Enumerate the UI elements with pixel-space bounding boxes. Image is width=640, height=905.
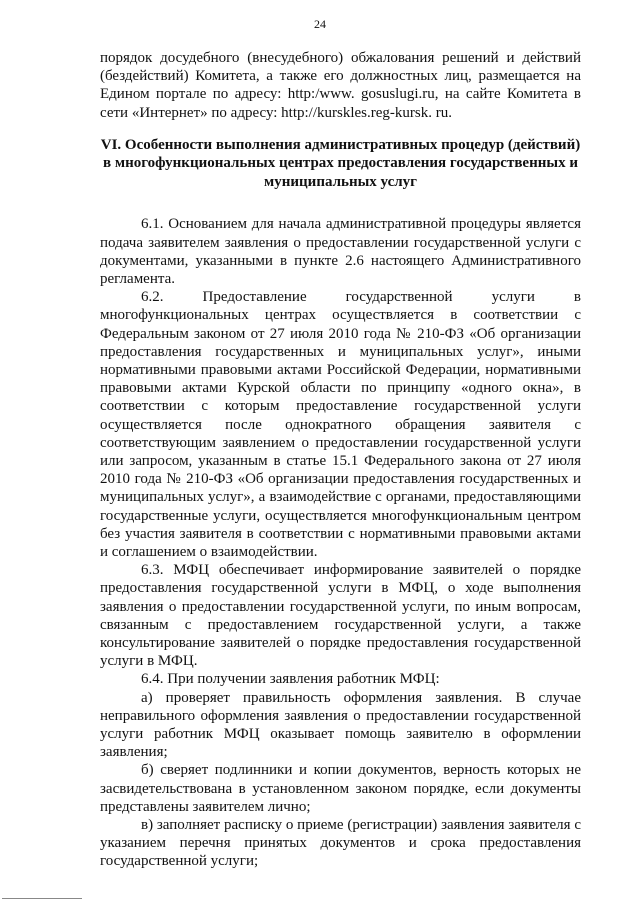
intro-paragraph: порядок досудебного (внесудебного) обжалования решений и действий (бездействий) Комитета, а также его должностных лиц, размещается на Едином портале по адресу: http:/www. gosuslugi.ru, на сайте Комитета в сети «Интернет» по адресу: http://kurskles.reg-kursk. ru. bbox=[100, 50, 581, 121]
paragraph-6-3: 6.3. МФЦ обеспечивает информирование заявителей о порядке предоставления государственной услуги в МФЦ, о ходе выполнения заявления о предоставлении государственной услуги, по иным вопросам, связанным с предоставлением государственной услуги, а также консультирование заявителей о порядке предоставления государственной услуги в МФЦ. bbox=[100, 562, 581, 670]
section-heading: VI. Особенности выполнения административных процедур (действий) в многофункциональных центрах предоставления государственных и муниципальных услуг bbox=[100, 136, 581, 190]
page-number: 24 bbox=[314, 17, 326, 31]
paragraph-6-4-a: а) проверяет правильность оформления заявления. В случае неправильного оформления заявления о предоставлении государственной услуги работник МФЦ оказывает помощь заявителю в оформлении заявления; bbox=[100, 689, 581, 761]
paragraph-6-1: 6.1. Основанием для начала административной процедуры является подача заявителем заявления о предоставлении государственной услуги с документами, указанными в пункте 2.6 настоящего Административного регламента. bbox=[100, 216, 581, 287]
paragraph-6-4-b: б) сверяет подлинники и копии документов, верность которых не засвидетельствована в установленном законом порядке, если документы представлены заявителем лично; bbox=[100, 762, 581, 815]
paragraph-6-4-v: в) заполняет расписку о приеме (регистрации) заявления заявителя с указанием перечня принятых документов и срока предоставления государственной услуги; bbox=[100, 817, 581, 870]
paragraph-6-4: 6.4. При получении заявления работник МФЦ: bbox=[141, 671, 440, 688]
document-body bbox=[100, 49, 581, 871]
paragraph-6-2: 6.2. Предоставление государственной услуги в многофункциональных центрах осуществляется в соответствии с Федеральным законом от 27 июля 2010 года № 210-ФЗ «Об организации предоставления государственных и муниципальных услуг», иными нормативными правовыми актами Российской Федерации, нормативными правовыми актами Курской области по принципу «одного окна», в соответствии с которым предоставление государственной услуги осуществляется после однократного обращения заявителя с соответствующим заявлением о предоставлении государственной услуги или запросом, указанным в статье 15.1 Федерального закона от 27 июля 2010 года № 210-ФЗ «Об организации предоставления государственных и муниципальных услуг», а взаимодействие с органами, предоставляющими государственные услуги, осуществляется многофункциональным центром без участия заявителя в соответствии с нормативными правовыми актами и соглашением о взаимодействии. bbox=[100, 289, 581, 560]
footer-divider bbox=[2, 898, 82, 899]
